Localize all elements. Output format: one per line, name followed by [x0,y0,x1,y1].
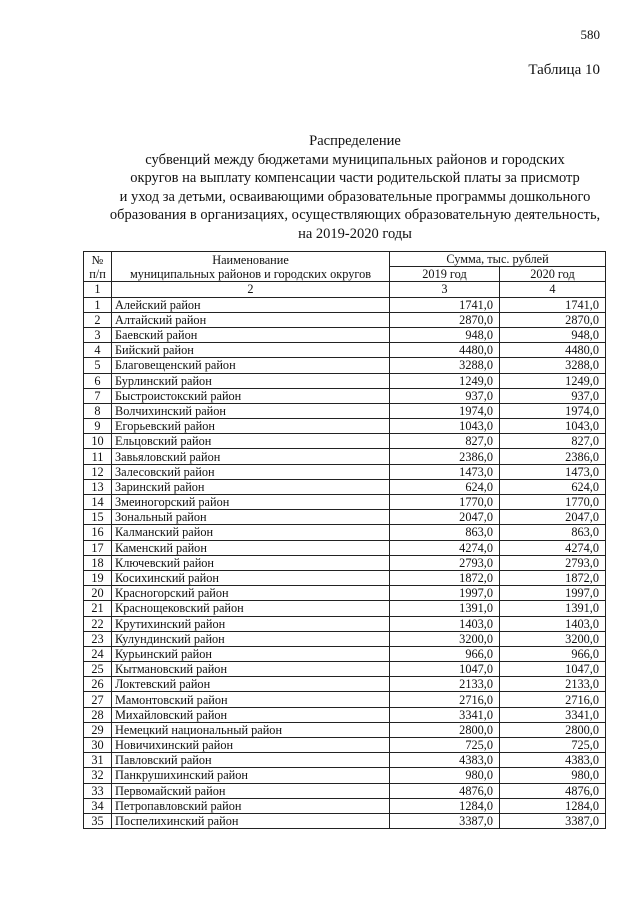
amount-2020: 863,0 [500,525,606,540]
amount-2020: 966,0 [500,646,606,661]
amount-2019: 2716,0 [390,692,500,707]
row-number: 1 [84,297,112,312]
heading-line: округов на выплату компенсации части родительской платы за присмотр [130,170,580,186]
amount-2020: 1047,0 [500,662,606,677]
district-name: Алтайский район [112,312,390,327]
table-row [84,510,606,525]
district-name: Змеиногорский район [112,495,390,510]
amount-2020: 3341,0 [500,707,606,722]
amount-2020: 2870,0 [500,312,606,327]
amount-2019: 1997,0 [390,586,500,601]
table-row [84,813,606,828]
district-name: Михайловский район [112,707,390,722]
col-header-name [112,252,390,282]
column-number: 2 [112,282,390,297]
row-number: 30 [84,738,112,753]
amount-2019: 3341,0 [390,707,500,722]
column-number-row [84,282,606,297]
row-number: 9 [84,419,112,434]
table-row [84,646,606,661]
amount-2019: 3387,0 [390,813,500,828]
amount-2019: 966,0 [390,646,500,661]
row-number: 23 [84,631,112,646]
amount-2019: 4383,0 [390,753,500,768]
amount-2020: 1249,0 [500,373,606,388]
table-label: Таблица 10 [528,62,600,78]
amount-2019: 2133,0 [390,677,500,692]
district-name: Поспелихинский район [112,813,390,828]
row-number: 29 [84,722,112,737]
row-number: 12 [84,464,112,479]
amount-2019: 937,0 [390,388,500,403]
heading-line: на 2019-2020 годы [298,225,412,242]
amount-2020: 1872,0 [500,570,606,585]
amount-2019: 1249,0 [390,373,500,388]
district-name: Кулундинский район [112,631,390,646]
amount-2019: 1403,0 [390,616,500,631]
district-name: Каменский район [112,540,390,555]
table-row [84,707,606,722]
amount-2020: 624,0 [500,479,606,494]
col-header-number-line1: № [91,252,104,267]
table-row [84,692,606,707]
amount-2019: 863,0 [390,525,500,540]
amount-2020: 2793,0 [500,555,606,570]
row-number: 18 [84,555,112,570]
amount-2020: 2047,0 [500,510,606,525]
row-number: 35 [84,813,112,828]
row-number: 8 [84,403,112,418]
table-row [84,631,606,646]
row-number: 21 [84,601,112,616]
district-name: Баевский район [112,327,390,342]
district-name: Павловский район [112,753,390,768]
row-number: 13 [84,479,112,494]
amount-2020: 948,0 [500,327,606,342]
row-number: 26 [84,677,112,692]
district-name: Крутихинский район [112,616,390,631]
amount-2019: 1043,0 [390,419,500,434]
district-name: Новичихинский район [112,738,390,753]
amount-2020: 3387,0 [500,813,606,828]
table-body [84,297,606,829]
heading-line: Распределение [309,133,401,149]
table-row [84,798,606,813]
amount-2019: 2800,0 [390,722,500,737]
table-row [84,434,606,449]
table-row [84,586,606,601]
table-row [84,388,606,403]
district-name: Волчихинский район [112,403,390,418]
district-name: Мамонтовский район [112,692,390,707]
col-header-year-2019: 2019 год [390,267,500,282]
district-name: Завьяловский район [112,449,390,464]
table-row [84,722,606,737]
table-row [84,768,606,783]
col-header-number [84,252,112,282]
district-name: Калманский район [112,525,390,540]
heading-line: субвенций между бюджетами муниципальных районов и городских [145,151,565,168]
amount-2019: 827,0 [390,434,500,449]
row-number: 3 [84,327,112,342]
row-number: 33 [84,783,112,798]
row-number: 17 [84,540,112,555]
row-number: 27 [84,692,112,707]
amount-2019: 2047,0 [390,510,500,525]
amount-2020: 1974,0 [500,403,606,418]
col-header-sum: Сумма, тыс. рублей [390,252,606,267]
amount-2019: 624,0 [390,479,500,494]
table-row [84,525,606,540]
district-name: Краснощековский район [112,601,390,616]
district-name: Бурлинский район [112,373,390,388]
row-number: 20 [84,586,112,601]
amount-2019: 725,0 [390,738,500,753]
table-row [84,616,606,631]
amount-2020: 4480,0 [500,343,606,358]
row-number: 32 [84,768,112,783]
table-row [84,343,606,358]
district-name: Косихинский район [112,570,390,585]
row-number: 11 [84,449,112,464]
amount-2020: 4876,0 [500,783,606,798]
col-header-number-line2: п/п [89,266,106,281]
district-name: Первомайский район [112,783,390,798]
amount-2020: 2386,0 [500,449,606,464]
table-row [84,677,606,692]
col-header-name-line1: Наименование [212,252,289,267]
amount-2019: 4480,0 [390,343,500,358]
district-name: Курьинский район [112,646,390,661]
amount-2020: 1391,0 [500,601,606,616]
table-row [84,358,606,373]
table-row [84,495,606,510]
district-name: Благовещенский район [112,358,390,373]
table-row [84,297,606,312]
amount-2020: 2133,0 [500,677,606,692]
district-name: Ельцовский район [112,434,390,449]
row-number: 25 [84,662,112,677]
row-number: 5 [84,358,112,373]
column-number: 4 [500,282,606,297]
heading-line: образования в организациях, осуществляющих образовательную деятельность, [109,207,601,223]
amount-2020: 1473,0 [500,464,606,479]
amount-2020: 827,0 [500,434,606,449]
amount-2019: 2870,0 [390,312,500,327]
column-number: 3 [390,282,500,297]
table-row [84,419,606,434]
row-number: 34 [84,798,112,813]
row-number: 22 [84,616,112,631]
table-row [84,540,606,555]
amount-2020: 1403,0 [500,616,606,631]
amount-2019: 4274,0 [390,540,500,555]
amount-2019: 4876,0 [390,783,500,798]
amount-2020: 1284,0 [500,798,606,813]
table-row [84,601,606,616]
amount-2020: 2716,0 [500,692,606,707]
amount-2019: 1770,0 [390,495,500,510]
amount-2020: 4383,0 [500,753,606,768]
district-name: Быстроистокский район [112,388,390,403]
table-row [84,373,606,388]
amount-2019: 3200,0 [390,631,500,646]
row-number: 28 [84,707,112,722]
row-number: 2 [84,312,112,327]
amount-2020: 725,0 [500,738,606,753]
amount-2019: 980,0 [390,768,500,783]
district-name: Бийский район [112,343,390,358]
table-row [84,783,606,798]
amount-2020: 4274,0 [500,540,606,555]
table-row [84,570,606,585]
amount-2019: 2386,0 [390,449,500,464]
amount-2020: 937,0 [500,388,606,403]
row-number: 24 [84,646,112,661]
table-row [84,479,606,494]
table-row [84,403,606,418]
district-name: Панкрушихинский район [112,768,390,783]
row-number: 6 [84,373,112,388]
amount-2020: 1997,0 [500,586,606,601]
table-row [84,662,606,677]
district-name: Заринский район [112,479,390,494]
amount-2020: 3200,0 [500,631,606,646]
row-number: 31 [84,753,112,768]
amount-2019: 1872,0 [390,570,500,585]
table-row [84,312,606,327]
amount-2019: 1391,0 [390,601,500,616]
col-header-name-line2: муниципальных районов и городских округов [129,266,372,281]
district-name: Красногорский район [112,586,390,601]
table-row [84,738,606,753]
amount-2020: 1043,0 [500,419,606,434]
amount-2020: 980,0 [500,768,606,783]
amount-2020: 1741,0 [500,297,606,312]
table-row [84,753,606,768]
district-name: Немецкий национальный район [112,722,390,737]
amount-2019: 948,0 [390,327,500,342]
amount-2019: 3288,0 [390,358,500,373]
table-row [84,464,606,479]
amount-2019: 1473,0 [390,464,500,479]
table-row [84,327,606,342]
table-row [84,555,606,570]
heading-line: и уход за детьми, осваивающими образовательные программы дошкольного [119,188,591,205]
row-number: 19 [84,570,112,585]
row-number: 10 [84,434,112,449]
amount-2019: 1974,0 [390,403,500,418]
amount-2020: 2800,0 [500,722,606,737]
row-number: 14 [84,495,112,510]
row-number: 4 [84,343,112,358]
amount-2019: 1741,0 [390,297,500,312]
district-name: Кытмановский район [112,662,390,677]
table-row [84,449,606,464]
column-number: 1 [84,282,112,297]
amount-2019: 1284,0 [390,798,500,813]
district-name: Алейский район [112,297,390,312]
district-name: Егорьевский район [112,419,390,434]
amount-2020: 3288,0 [500,358,606,373]
district-name: Ключевский район [112,555,390,570]
subvention-table [83,251,606,829]
district-name: Зональный район [112,510,390,525]
district-name: Петропавловский район [112,798,390,813]
row-number: 7 [84,388,112,403]
col-header-year-2020: 2020 год [500,267,606,282]
page-number: 580 [580,27,600,42]
amount-2020: 1770,0 [500,495,606,510]
district-name: Залесовский район [112,464,390,479]
amount-2019: 1047,0 [390,662,500,677]
row-number: 15 [84,510,112,525]
document-heading [80,132,630,243]
amount-2019: 2793,0 [390,555,500,570]
district-name: Локтевский район [112,677,390,692]
row-number: 16 [84,525,112,540]
